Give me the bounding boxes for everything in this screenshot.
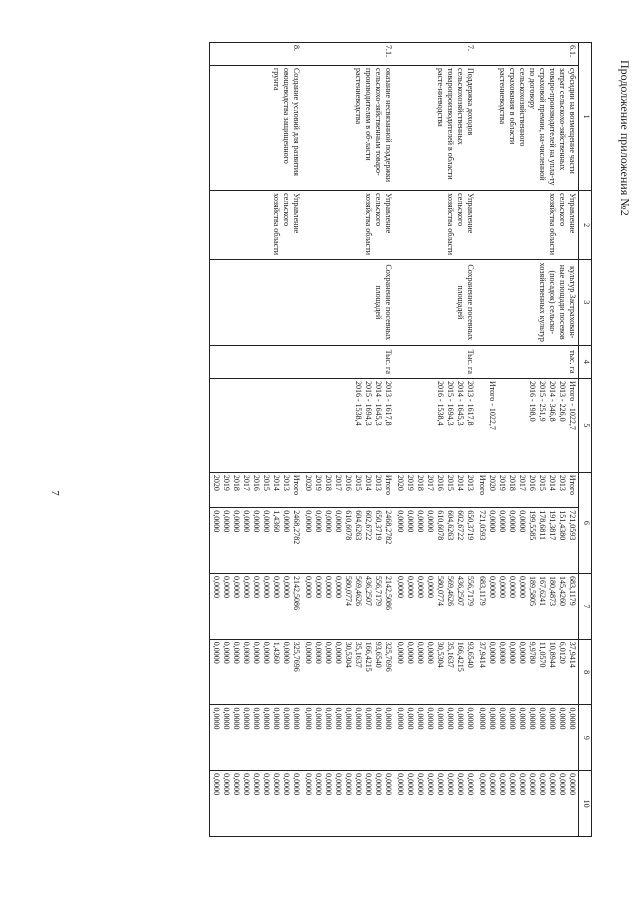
col8-values-line: 10,8944: [548, 641, 557, 668]
years-line: Итого: [478, 474, 487, 496]
col9-values-line: 0,0000: [292, 707, 301, 730]
col10-values-line: 0,0000: [498, 773, 507, 796]
col9-values-line: 0,0000: [478, 707, 487, 730]
table-row: [302, 43, 394, 837]
activity-name: Поддержка доходов сельскохозяйственных товаропроизводителей в области расте-ниеводства: [394, 65, 476, 190]
indicator-values: [210, 378, 303, 472]
col6-values-line: 0,0000: [518, 510, 527, 533]
col9-values-line: 0,0000: [508, 707, 517, 730]
col8-values-line: 30,5304: [344, 641, 353, 668]
col6-values-line: 0,0000: [426, 510, 435, 533]
col7-values-line: 0,0000: [304, 576, 313, 599]
col7-values-line: 580,0774: [436, 576, 445, 607]
col9-values-line: 0,0000: [222, 707, 231, 730]
col10-values-line: 0,0000: [396, 773, 405, 796]
col8-values-line: 37,9414: [568, 641, 577, 668]
table-row: [210, 43, 303, 837]
years-line: 2013: [466, 474, 475, 491]
indicator-values-line: 2016 - 1538,4: [436, 380, 445, 426]
col10-values-line: 0,0000: [528, 773, 537, 796]
col9-values-line: 0,0000: [374, 707, 383, 730]
years-line: Итого: [568, 474, 577, 496]
col8-values-line: 0,0000: [314, 641, 323, 664]
years-line: 2016: [436, 474, 445, 491]
col10-values-line: 0,0000: [456, 773, 465, 796]
indicator-values-line: 2014 - 1645,3: [456, 380, 465, 426]
col-header-8: 8: [579, 639, 592, 705]
col-header-1: 1: [579, 43, 592, 191]
col9-values-line: 0,0000: [426, 707, 435, 730]
col7-values-line: 0,0000: [222, 576, 231, 599]
col10-values: [476, 771, 579, 837]
col6-values-line: 0,0000: [304, 510, 313, 533]
years: [302, 472, 394, 507]
program-table: [209, 42, 592, 837]
col9-values-line: 0,0000: [304, 707, 313, 730]
col6-values: [302, 508, 394, 574]
col10-values-line: 0,0000: [384, 773, 393, 796]
years-line: 2015: [446, 474, 455, 491]
col10-values-line: 0,0000: [406, 773, 415, 796]
col8-values-line: 0,0000: [232, 641, 241, 664]
col9-values-line: 0,0000: [212, 707, 221, 730]
col9-values-line: 0,0000: [242, 707, 251, 730]
col7-values-line: 0,0000: [324, 576, 333, 599]
col6-values-line: 604,6263: [354, 510, 363, 541]
years-line: 2014: [272, 474, 281, 491]
col8-values-line: 0,0000: [324, 641, 333, 664]
col10-values: [210, 771, 303, 837]
col8-values-line: 93,6540: [466, 641, 475, 668]
col10-values-line: 0,0000: [364, 773, 373, 796]
col8-values-line: 0,0000: [212, 641, 221, 664]
col7-values-line: 0,0000: [314, 576, 323, 599]
years-line: 2019: [314, 474, 323, 491]
col10-values-line: 0,0000: [374, 773, 383, 796]
col6-values-line: 199,5585: [528, 510, 537, 541]
col9-values-line: 0,0000: [528, 707, 537, 730]
col10-values-line: 0,0000: [426, 773, 435, 796]
table-row: [476, 43, 579, 837]
years-line: Итого: [384, 474, 393, 496]
col8-values-line: 0,0000: [222, 641, 231, 664]
col9-values-line: 0,0000: [384, 707, 393, 730]
col10-values-line: 0,0000: [354, 773, 363, 796]
col7-values-line: 556,7179: [374, 576, 383, 607]
col8-values-line: 0,0000: [518, 641, 527, 664]
col9-values-line: 0,0000: [488, 707, 497, 730]
col8-values-line: 0,0000: [488, 641, 497, 664]
indicator: Сохранение посевных площадей: [302, 260, 394, 346]
row-number: 7.: [394, 43, 476, 66]
col6-values-line: 0,0000: [282, 510, 291, 533]
years-line: 2013: [282, 474, 291, 491]
col6-values-line: 0,0000: [232, 510, 241, 533]
col8-values-line: 6,0120: [558, 641, 567, 664]
col7-values-line: 167,6241: [538, 576, 547, 607]
col7-values-line: 0,0000: [232, 576, 241, 599]
col6-values-line: 0,0000: [252, 510, 261, 533]
col8-values-line: 9,9780: [528, 641, 537, 664]
col7-values-line: 0,0000: [242, 576, 251, 599]
col-header-10: 10: [579, 771, 592, 837]
col-header-5: 5: [579, 378, 592, 472]
indicator-values-line: 2016 - 198,0: [528, 380, 537, 422]
col7-values-line: 683,1179: [478, 576, 487, 606]
col10-values-line: 0,0000: [212, 773, 221, 796]
col8-values-line: 93,6540: [374, 641, 383, 668]
indicator-values: [476, 378, 579, 472]
col8-values: [302, 639, 394, 705]
col10-values: [394, 771, 476, 837]
col9-values-line: 0,0000: [252, 707, 261, 730]
indicator-values-line: 2013 - 226,0: [558, 380, 567, 422]
col7-values-line: 0,0000: [498, 576, 507, 599]
years-line: 2019: [406, 474, 415, 491]
col8-values-line: 11,0570: [538, 641, 547, 668]
col6-values-line: 1,4360: [272, 510, 281, 533]
years-line: 2017: [242, 474, 251, 491]
col9-values-line: 0,0000: [436, 707, 445, 730]
indicator-values-line: 2015 - 1694,3: [364, 380, 373, 426]
col-header-3: 3: [579, 260, 592, 346]
col10-values-line: 0,0000: [558, 773, 567, 796]
col7-values-line: 569,4626: [354, 576, 363, 607]
col8-values-line: 0,0000: [282, 641, 291, 664]
col7-values-line: 683,1179: [568, 576, 577, 606]
col7-values: [394, 574, 476, 640]
years-line: Итого: [292, 474, 301, 496]
col6-values-line: 721,0593: [478, 510, 487, 541]
col8-values-line: 0,0000: [396, 641, 405, 664]
col8-values-line: 35,1637: [446, 641, 455, 668]
indicator-values-line: [507, 381, 517, 470]
col7-values-line: 0,0000: [396, 576, 405, 599]
col6-values-line: 650,3719: [374, 510, 383, 541]
years-line: 2016: [252, 474, 261, 491]
executor: Управление сельского хозяйства области: [394, 191, 476, 260]
years-line: 2020: [396, 474, 405, 491]
col8-values-line: 0,0000: [426, 641, 435, 664]
unit: [210, 345, 303, 378]
col10-values-line: 0,0000: [282, 773, 291, 796]
col9-values-line: 0,0000: [456, 707, 465, 730]
col6-values-line: 0,0000: [488, 510, 497, 533]
col10-values-line: 0,0000: [232, 773, 241, 796]
col9-values-line: 0,0000: [466, 707, 475, 730]
col-header-7: 7: [579, 574, 592, 640]
col8-values-line: 35,1637: [354, 641, 363, 668]
indicator-values-line: Итого - 1022,7: [488, 380, 497, 430]
col9-values-line: 0,0000: [282, 707, 291, 730]
col7-values-line: 0,0000: [518, 576, 527, 599]
row-number: 8.: [210, 43, 303, 66]
col10-values-line: 0,0000: [416, 773, 425, 796]
col7-values-line: 2142,5086: [292, 576, 301, 611]
col9-values-line: 0,0000: [272, 707, 281, 730]
years-line: 2018: [416, 474, 425, 491]
col6-values-line: 0,0000: [334, 510, 343, 533]
col6-values-line: 0,0000: [314, 510, 323, 533]
col6-values-line: 0,0000: [222, 510, 231, 533]
col9-values-line: 0,0000: [416, 707, 425, 730]
col7-values-line: 189,5805: [528, 576, 537, 607]
col8-values-line: 0,0000: [242, 641, 251, 664]
unit: Тыс. га: [302, 345, 394, 378]
col10-values-line: 0,0000: [252, 773, 261, 796]
col9-values-line: 0,0000: [446, 707, 455, 730]
col6-values-line: 2468,2782: [292, 510, 301, 545]
col7-values-line: 0,0000: [272, 576, 281, 599]
col7-values-line: 0,0000: [334, 576, 343, 599]
column-number-row: [579, 43, 592, 837]
years-line: 2018: [508, 474, 517, 491]
row-number: 7.1.: [302, 43, 394, 66]
col7-values-line: 436,2507: [456, 576, 465, 607]
col10-values-line: 0,0000: [272, 773, 281, 796]
indicator-values-line: 2013 - 1617,8: [466, 380, 475, 426]
col7-values-line: 0,0000: [426, 576, 435, 599]
col10-values-line: 0,0000: [324, 773, 333, 796]
years-line: 2019: [222, 474, 231, 491]
col7-values-line: 0,0000: [212, 576, 221, 599]
years-line: 2020: [488, 474, 497, 491]
col10-values-line: 0,0000: [466, 773, 475, 796]
col8-values-line: 0,0000: [252, 641, 261, 664]
indicator: культур Застрахован-ные площади посевов (посадок) сельско-хозяйственных культур: [476, 260, 579, 346]
col6-values-line: 650,3719: [466, 510, 475, 541]
col6-values-line: 602,6722: [456, 510, 465, 541]
years-line: 2016: [344, 474, 353, 491]
col9-values-line: 0,0000: [354, 707, 363, 730]
years-line: 2018: [324, 474, 333, 491]
col7-values-line: 0,0000: [282, 576, 291, 599]
activity-name: Создание условий для развития овощеводства защищенного грунта: [210, 65, 303, 190]
col6-values-line: 0,0000: [242, 510, 251, 533]
years-line: 2020: [212, 474, 221, 491]
col8-values-line: 0,0000: [498, 641, 507, 664]
col6-values-line: 0,0000: [396, 510, 405, 533]
col6-values-line: 602,6722: [364, 510, 373, 541]
years-line: 2015: [538, 474, 547, 491]
col6-values-line: 0,0000: [508, 510, 517, 533]
col9-values-line: 0,0000: [548, 707, 557, 730]
col7-values: [476, 574, 579, 640]
activity-name: субсидии на возмещение части затрат сельскохо-зяйственных товаро-производителей на упла-ту страховой премии, на-численной по договору сельскохозяйственного страхования в области растениеводства: [476, 65, 579, 190]
col8-values: [476, 639, 579, 705]
col9-values-line: 0,0000: [406, 707, 415, 730]
indicator: [210, 260, 303, 346]
col6-values-line: 191,3817: [548, 510, 557, 541]
years-line: 2015: [354, 474, 363, 491]
col9-values-line: 0,0000: [396, 707, 405, 730]
col6-values: [394, 508, 476, 574]
col10-values-line: 0,0000: [222, 773, 231, 796]
col7-values-line: 0,0000: [508, 576, 517, 599]
indicator-values-line: 2015 - 251,9: [538, 380, 547, 422]
years-line: 2014: [548, 474, 557, 491]
indicator-values-line: 2015 - 1694,3: [446, 380, 455, 426]
table-row: [394, 43, 476, 837]
years-line: 2015: [262, 474, 271, 491]
col9-values-line: 0,0000: [518, 707, 527, 730]
col9-values: [394, 705, 476, 771]
col8-values-line: 30,5304: [436, 641, 445, 668]
col8-values: [210, 639, 303, 705]
col7-values-line: 145,4260: [558, 576, 567, 607]
col6-values: [210, 508, 303, 574]
col7-values-line: 0,0000: [262, 576, 271, 599]
col9-values-line: 0,0000: [568, 707, 577, 730]
col10-values-line: 0,0000: [478, 773, 487, 796]
col9-values-line: 0,0000: [232, 707, 241, 730]
col9-values: [210, 705, 303, 771]
col-header-2: 2: [579, 191, 592, 260]
years-line: 2013: [374, 474, 383, 491]
col-header-9: 9: [579, 705, 592, 771]
years: [476, 472, 579, 507]
executor: Управление сельского хозяйства области: [302, 191, 394, 260]
col10-values-line: 0,0000: [334, 773, 343, 796]
col6-values-line: 0,0000: [262, 510, 271, 533]
years: [210, 472, 303, 507]
col-header-4: 4: [579, 345, 592, 378]
col10-values-line: 0,0000: [292, 773, 301, 796]
years-line: 2017: [518, 474, 527, 491]
col10-values-line: 0,0000: [436, 773, 445, 796]
activity-name: оказание несвязанной поддержки сельскохо-зяйственным товаро-производителям в об-ласти растениеводства: [302, 65, 394, 190]
col8-values-line: 0,0000: [262, 641, 271, 664]
years-line: 2019: [498, 474, 507, 491]
col8-values-line: 1,4360: [272, 641, 281, 664]
col8-values-line: 0,0000: [508, 641, 517, 664]
col9-values-line: 0,0000: [344, 707, 353, 730]
col9-values-line: 0,0000: [334, 707, 343, 730]
years-line: 2014: [456, 474, 465, 491]
col10-values-line: 0,0000: [262, 773, 271, 796]
col6-values-line: 0,0000: [498, 510, 507, 533]
col8-values-line: 325,7696: [384, 641, 393, 672]
unit: тыс. га: [476, 345, 579, 378]
page-number: 7: [48, 490, 61, 496]
col8-values-line: 0,0000: [334, 641, 343, 664]
col7-values-line: 556,7179: [466, 576, 475, 607]
indicator-values-line: [517, 381, 527, 470]
col9-values-line: 0,0000: [538, 707, 547, 730]
col7-values-line: 580,0774: [344, 576, 353, 607]
col6-values: [476, 508, 579, 574]
years-line: 2013: [558, 474, 567, 491]
col6-values-line: 2468,2782: [384, 510, 393, 545]
col9-values-line: 0,0000: [314, 707, 323, 730]
col7-values-line: 0,0000: [416, 576, 425, 599]
col10-values-line: 0,0000: [488, 773, 497, 796]
col9-values-line: 0,0000: [364, 707, 373, 730]
col6-values-line: 0,0000: [416, 510, 425, 533]
unit: Тыс. га: [394, 345, 476, 378]
appendix-continuation-header: Продолжение приложения №2: [618, 60, 632, 216]
col10-values-line: 0,0000: [314, 773, 323, 796]
col9-values-line: 0,0000: [558, 707, 567, 730]
row-number: 6.1.: [476, 43, 579, 66]
col10-values: [302, 771, 394, 837]
years: [394, 472, 476, 507]
col7-values-line: 0,0000: [488, 576, 497, 599]
col7-values-line: 436,2507: [364, 576, 373, 607]
col7-values-line: 0,0000: [252, 576, 261, 599]
years-line: 2017: [334, 474, 343, 491]
col10-values-line: 0,0000: [344, 773, 353, 796]
col10-values-line: 0,0000: [568, 773, 577, 796]
indicator-values-line: 2016 - 1538,4: [354, 380, 363, 426]
col6-values-line: 721,0593: [568, 510, 577, 541]
executor: Управление сельского хозяйства области: [210, 191, 303, 260]
col6-values-line: 0,0000: [212, 510, 221, 533]
indicator-values-line: 2013 - 1617,8: [384, 380, 393, 426]
col10-values-line: 0,0000: [304, 773, 313, 796]
years-line: 2016: [528, 474, 537, 491]
years-line: 2020: [304, 474, 313, 491]
col10-values-line: 0,0000: [508, 773, 517, 796]
col6-values-line: 0,0000: [406, 510, 415, 533]
col8-values-line: 0,0000: [304, 641, 313, 664]
col8-values: [394, 639, 476, 705]
col8-values-line: 166,4215: [364, 641, 373, 672]
col9-values-line: 0,0000: [324, 707, 333, 730]
col10-values-line: 0,0000: [548, 773, 557, 796]
col6-values-line: 0,0000: [324, 510, 333, 533]
col8-values-line: 0,0000: [406, 641, 415, 664]
col8-values-line: 0,0000: [416, 641, 425, 664]
col9-values: [302, 705, 394, 771]
years-line: 2017: [426, 474, 435, 491]
col10-values-line: 0,0000: [538, 773, 547, 796]
col7-values-line: 0,0000: [406, 576, 415, 599]
executor: Управление сельского хозяйства области: [476, 191, 579, 260]
col6-values-line: 610,6078: [344, 510, 353, 541]
col8-values-line: 37,9414: [478, 641, 487, 668]
indicator-values-line: 2014 - 1645,3: [374, 380, 383, 426]
col9-values-line: 0,0000: [262, 707, 271, 730]
indicator-values-line: 2014 - 346,8: [548, 380, 557, 422]
col6-values-line: 604,6263: [446, 510, 455, 541]
col10-values-line: 0,0000: [518, 773, 527, 796]
col6-values-line: 610,6078: [436, 510, 445, 541]
indicator-values-line: [497, 381, 507, 470]
col7-values-line: 180,4873: [548, 576, 557, 607]
col10-values-line: 0,0000: [242, 773, 251, 796]
indicator-values: [394, 378, 476, 472]
col6-values-line: 151,4380: [558, 510, 567, 541]
col8-values-line: 166,4215: [456, 641, 465, 672]
col8-values-line: 325,7696: [292, 641, 301, 672]
col-header-6: 6: [579, 472, 592, 573]
indicator-values-line: Итого - 1022,7: [568, 380, 577, 430]
col6-values-line: 178,6811: [538, 510, 547, 540]
col7-values: [210, 574, 303, 640]
years-line: 2018: [232, 474, 241, 491]
col7-values-line: 569,4626: [446, 576, 455, 607]
col9-values: [476, 705, 579, 771]
col9-values-line: 0,0000: [498, 707, 507, 730]
col10-values-line: 0,0000: [446, 773, 455, 796]
col7-values-line: 2142,5086: [384, 576, 393, 611]
col7-values: [302, 574, 394, 640]
indicator: Сохранение посевных площадей: [394, 260, 476, 346]
indicator-values: [302, 378, 394, 472]
years-line: 2014: [364, 474, 373, 491]
